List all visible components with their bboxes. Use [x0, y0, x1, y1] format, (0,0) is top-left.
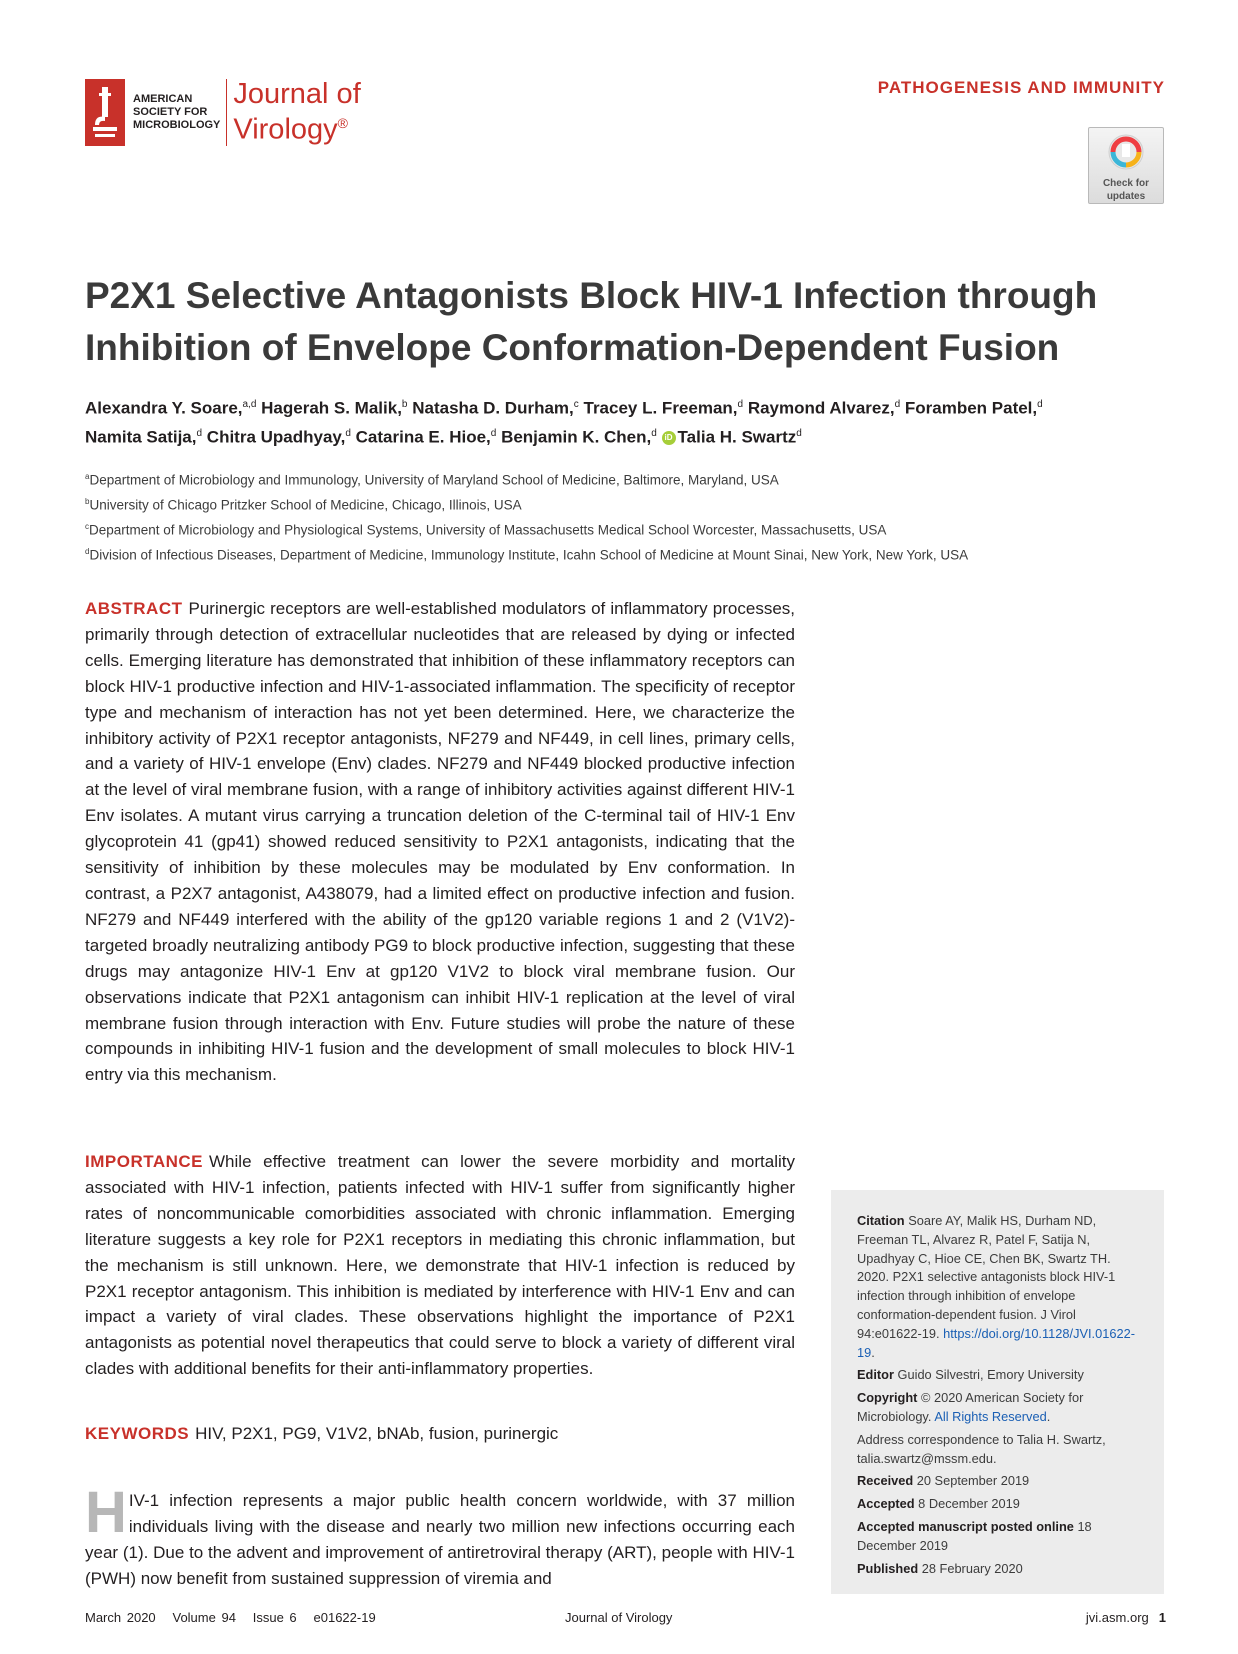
author-affiliation-mark: d	[345, 427, 351, 439]
author-affiliation-mark: b	[401, 399, 408, 410]
accepted-manuscript-date	[857, 1518, 1144, 1556]
affiliation-mark: c	[85, 522, 89, 531]
abstract-text: Purinergic receptors are well-established modulators of inflammatory processes, primarily through detection of extracellular nucleotides that are released by dying or infected cells. Emerging literature has demonstrated that inhibition of these inflammatory receptors can block HIV-1 productive infection and HIV-1-associated inflammation. The specificity of receptor type and mechanism of interaction has not yet been determined. Here, we characterize the inhibitory activity of P2X1 receptor antagonists, NF279 and NF449, in cell lines, primary cells, and a variety of HIV-1 envelope (Env) clades. NF279 and NF449 blocked productive infection at the level of viral membrane fusion, with a range of inhibitory activities against different HIV-1 Env isolates. A mutant virus carrying a truncation deletion of the C-terminal tail of HIV-1 Env glycoprotein 41 (gp41) showed reduced sensitivity to P2X1 antagonists, indicating that the sensitivity of inhibition by these molecules may be modulated by Env conformation. In contrast, a P2X7 antagonist, A438079, had a limited effect on productive infection and fusion. NF279 and NF449 interfered with the ability of the gp120 variable regions 1 and 2 (V1V2)-targeted broadly neutralizing antibody PG9 to block productive infection, suggesting that these drugs may antagonize HIV-1 Env at gp120 V1V2 to block viral membrane fusion. Our observations indicate that P2X1 antagonism can inhibit HIV-1 replication at the level of viral membrane fusion through interaction with Env. Future studies will probe the nature of these compounds in inhibiting HIV-1 fusion and the development of small molecules to block HIV-1 entry via this mechanism.	[85, 599, 795, 1085]
author-name: Talia H. Swartz	[677, 427, 797, 447]
accepted-text: 8 December 2019	[918, 1496, 1020, 1512]
journal-name	[233, 80, 360, 145]
registered-mark: ®	[337, 115, 348, 132]
affiliation-mark: a	[85, 472, 90, 481]
copyright-text: © 2020 American Society for Microbiology.	[857, 1390, 1084, 1424]
page-number: 1	[1158, 1610, 1166, 1625]
accepted-date	[857, 1495, 1144, 1514]
author-affiliation-mark: a,d	[242, 399, 257, 410]
abstract-label: ABSTRACT	[85, 599, 183, 618]
affiliation-text: University of Chicago Pritzker School of Medicine, Chicago, Illinois, USA	[89, 497, 522, 513]
importance	[85, 1149, 795, 1382]
published-label: Published	[857, 1560, 919, 1576]
author-affiliation-mark: d	[1037, 399, 1043, 410]
microscope-logo-icon	[85, 79, 125, 146]
issue-info: March 2020 Volume 94 Issue 6 e01622-19	[85, 1610, 376, 1625]
affiliation	[85, 522, 886, 538]
accepted-manuscript-text: 18 December 2019	[857, 1518, 1092, 1553]
journal-name-line2: Virology	[233, 113, 338, 146]
published-text: 28 February 2020	[921, 1560, 1023, 1576]
author-affiliation-mark: d	[737, 399, 744, 410]
affiliation	[85, 547, 968, 563]
author-name: Hagerah S. Malik,	[261, 398, 402, 418]
author-name: Natasha D. Durham,	[412, 398, 574, 418]
affiliation-mark: b	[85, 497, 90, 506]
affiliation-text: Department of Microbiology and Immunology, University of Maryland School of Medicine, Baltimore, Maryland, USA	[89, 472, 779, 488]
received-label: Received	[857, 1473, 914, 1489]
society-name-line: MICROBIOLOGY	[133, 119, 221, 131]
author-affiliation-mark: d	[651, 427, 657, 439]
footer-journal-name: Journal of Virology	[565, 1610, 673, 1625]
orcid-icon[interactable]: iD	[662, 431, 676, 445]
accepted-manuscript-label: Accepted manuscript posted online	[857, 1518, 1074, 1534]
affiliation-mark: d	[85, 547, 90, 556]
journal-name-line1: Journal of	[233, 78, 361, 111]
author-name: Catarina E. Hioe,	[355, 427, 491, 447]
crossmark-icon	[1107, 133, 1145, 171]
author-list	[85, 392, 1165, 449]
copyright	[857, 1389, 1144, 1427]
society-name-line: SOCIETY FOR	[133, 106, 208, 118]
society-name-line: AMERICAN	[133, 93, 193, 105]
intro-paragraph	[85, 1480, 795, 1592]
importance-text: While effective treatment can lower the severe morbidity and mortality associated with HIV-1 infection, patients infected with HIV-1 suffer from significantly higher rates of noncommunicable comorbidities associated with chronic inflammation. Emerging literature suggests a key role for P2X1 receptors in mediating this chronic inflammation, but the mechanism is still unknown. Here, we demonstrate that HIV-1 infection is reduced by P2X1 receptor antagonism. This inhibition is mediated by interference with HIV-1 Env and can impact a variety of viral clades. These observations highlight the importance of P2X1 antagonists as potential novel therapeutics that could serve to block a variety of different viral clades with additional benefits for their anti-inflammatory properties.	[85, 1152, 795, 1379]
check-updates-label: updates	[1106, 191, 1146, 202]
journal-website-link[interactable]: jvi.asm.org	[1085, 1610, 1149, 1625]
correspondence: Address correspondence to Talia H. Swartz, talia.swartz@mssm.edu.	[857, 1431, 1106, 1466]
author-affiliation-mark: c	[573, 399, 579, 410]
author-name: Foramben Patel,	[904, 398, 1038, 418]
keywords	[85, 1421, 795, 1447]
doi-link[interactable]: https://doi.org/10.1128/JVI.01622-19	[857, 1325, 1135, 1360]
author-name: Chitra Upadhyay,	[206, 427, 346, 447]
footer-right	[1086, 1610, 1166, 1625]
keywords-text: HIV, P2X1, PG9, V1V2, bNAb, fusion, purinergic	[195, 1424, 559, 1443]
editor-text: Guido Silvestri, Emory University	[897, 1367, 1084, 1383]
citation	[857, 1212, 1144, 1362]
author-name: Tracey L. Freeman,	[583, 398, 738, 418]
logo-divider	[226, 79, 227, 146]
accepted-label: Accepted	[857, 1496, 915, 1512]
author-name: Raymond Alvarez,	[747, 398, 895, 418]
citation-end: .	[871, 1344, 875, 1360]
author-name: Alexandra Y. Soare,	[85, 398, 243, 418]
importance-label: IMPORTANCE	[85, 1152, 204, 1171]
drop-cap: H	[85, 1480, 127, 1545]
editor-label: Editor	[857, 1367, 894, 1383]
editor	[857, 1366, 1144, 1385]
citation-label: Citation	[857, 1213, 905, 1228]
author-affiliation-mark: d	[796, 427, 802, 439]
published-date	[857, 1560, 1144, 1579]
affiliation-text: Department of Microbiology and Physiological Systems, University of Massachusetts Medical School Worcester, Massachusetts, USA	[89, 522, 887, 538]
citation-text: Soare AY, Malik HS, Durham ND, Freeman TL, Alvarez R, Patel F, Satija N, Upadhyay C, Hioe CE, Chen BK, Swartz TH. 2020. P2X1 selective antagonists block HIV-1 infection through inhibition of envelope conformation-dependent fusion. J Virol 94:e01622-19.	[857, 1213, 1116, 1341]
journal-logo[interactable]	[85, 79, 361, 146]
author-affiliation-mark: d	[894, 399, 901, 410]
author-affiliation-mark: d	[490, 427, 497, 439]
received-text: 20 September 2019	[916, 1473, 1030, 1489]
article-info-sidebar	[831, 1190, 1164, 1594]
section-label: PATHOGENESIS AND IMMUNITY	[877, 78, 1165, 97]
intro-text: IV-1 infection represents a major public health concern worldwide, with 37 million individuals living with the disease and nearly two million new infections occurring each year (1). Due to the advent and improvement of antiretroviral therapy (ART), people with HIV-1 (PWH) now benefit from sustained suppression of viremia and	[85, 1491, 795, 1588]
affiliation	[85, 497, 522, 513]
author-name: Benjamin K. Chen,	[501, 427, 652, 447]
author-name: Namita Satija,	[85, 427, 197, 447]
society-name	[133, 93, 220, 132]
rights-link[interactable]: All Rights Reserved	[934, 1408, 1047, 1424]
affiliation	[85, 472, 779, 488]
received-date	[857, 1472, 1144, 1491]
copyright-end: .	[1046, 1408, 1051, 1424]
keywords-label: KEYWORDS	[85, 1424, 190, 1443]
author-affiliation-mark: d	[196, 427, 203, 439]
abstract	[85, 596, 795, 1088]
copyright-label: Copyright	[857, 1390, 918, 1406]
article-title: P2X1 Selective Antagonists Block HIV-1 Infection through Inhibition of Envelope Conformation-Dependent Fusion	[85, 275, 1098, 368]
affiliation-text: Division of Infectious Diseases, Department of Medicine, Immunology Institute, Icahn School of Medicine at Mount Sinai, New York, New York, USA	[89, 547, 969, 563]
check-updates-label: Check for	[1102, 178, 1150, 189]
check-for-updates-button[interactable]	[1088, 127, 1164, 204]
